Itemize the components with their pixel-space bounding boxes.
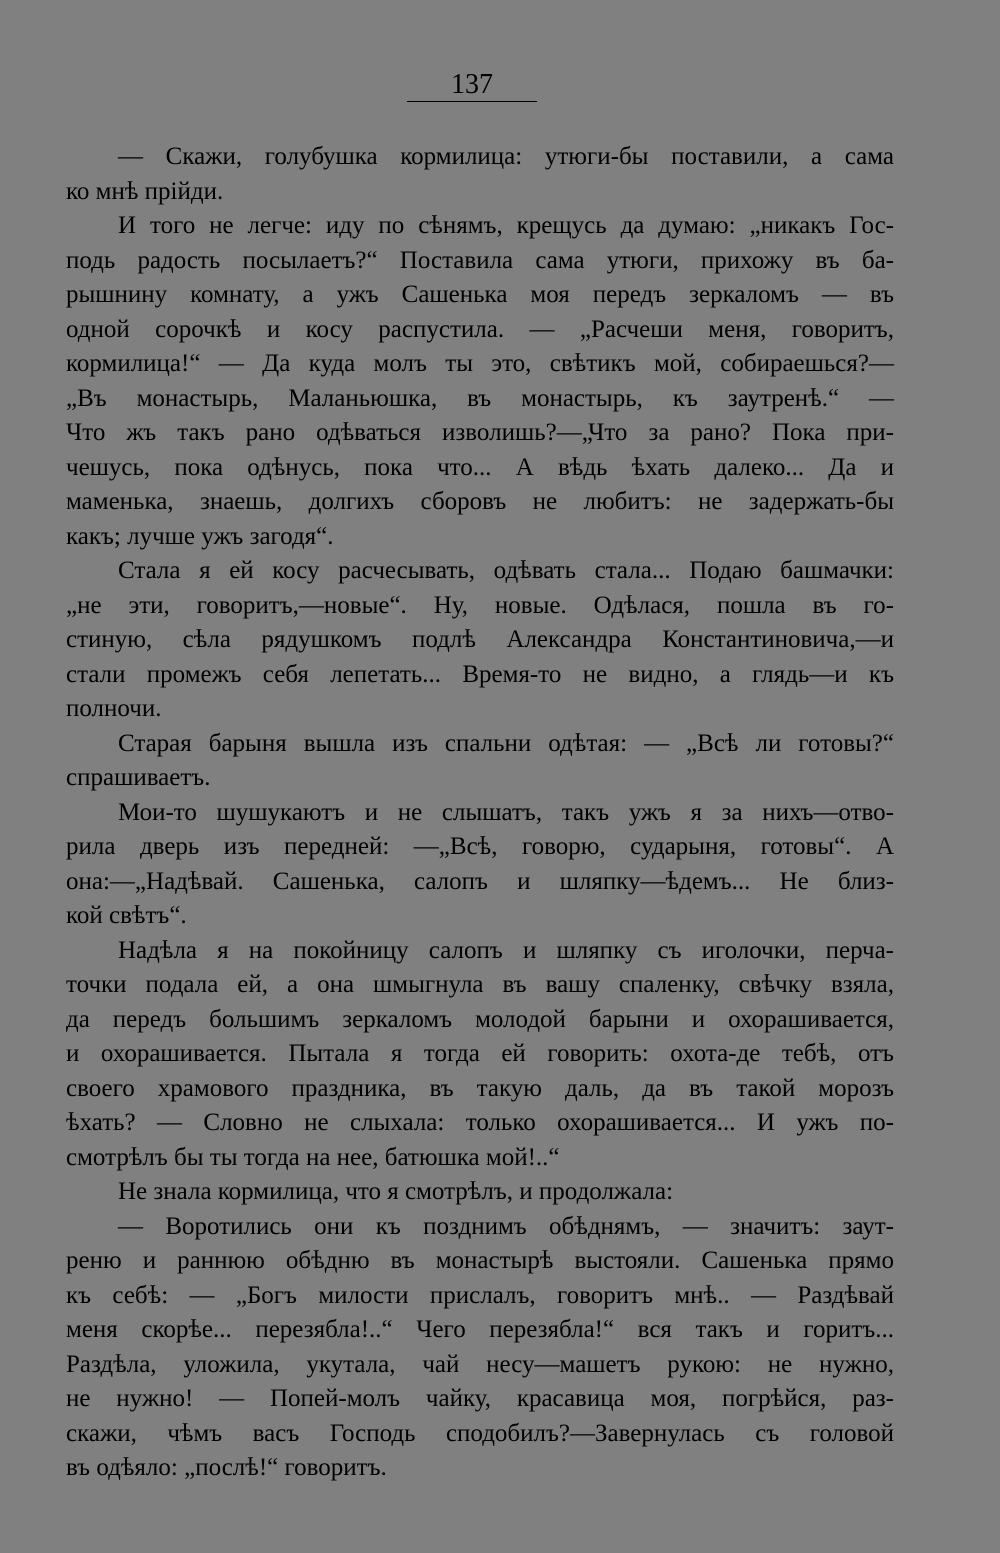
text-line: меня скорѣе... перезябла!..“ Чего перезябла!“ вся такъ и горитъ... xyxy=(66,1316,894,1343)
text-line: спрашиваетъ. xyxy=(66,764,211,791)
body-text xyxy=(66,140,894,1486)
text-line: — Скажи, голубушка кормилица: утюги-бы поставили, а сама xyxy=(118,143,894,170)
text-line: Старая барыня вышла изъ спальни одѣтая: — „Всѣ ли готовы?“ xyxy=(118,729,894,757)
text-line: Раздѣла, уложила, укутала, чай несу—машетъ рукою: не нужно, xyxy=(66,1350,894,1378)
text-line: къ себѣ: — „Богъ милости прислалъ, говоритъ мнѣ.. — Раздѣвай xyxy=(66,1281,894,1309)
text-line: Что жъ такъ рано одѣваться изволишь?—„Что за рано? Пока при- xyxy=(66,419,894,446)
page-number: 137 xyxy=(451,69,493,100)
text-line: точки подала ей, а она шмыгнула въ вашу спаленку, свѣчку взяла, xyxy=(66,971,894,998)
paragraph xyxy=(66,1210,894,1486)
text-line: какъ; лучше ужъ загодя“. xyxy=(66,522,334,550)
text-line: стали промежъ себя лепетать... Время-то не видно, а глядь—и къ xyxy=(66,660,894,688)
text-line: маменька, знаешь, долгихъ сборовъ не любитъ: не задержать-бы xyxy=(66,488,894,515)
paragraph xyxy=(66,209,894,554)
text-line: одной сорочкѣ и косу распустила. — „Расчеши меня, говоритъ, xyxy=(66,315,894,343)
text-line: ѣхать? — Словно не слыхала: только охорашивается... И ужъ по- xyxy=(66,1109,894,1136)
text-line: ко мнѣ прійди. xyxy=(66,177,224,205)
text-line: стиную, сѣла рядушкомъ подлѣ Александра Константиновича,—и xyxy=(66,626,894,653)
text-line: — Воротились они къ позднимъ обѣднямъ, — значитъ: заут- xyxy=(118,1212,894,1240)
page-number-rule xyxy=(407,101,537,102)
text-line: скажи, чѣмъ васъ Господь сподобилъ?—Завернулась съ головой xyxy=(66,1419,894,1447)
paragraph xyxy=(66,1175,894,1210)
paragraph xyxy=(66,554,894,727)
text-line: и охорашивается. Пытала я тогда ей говорить: охота-де тебѣ, отъ xyxy=(66,1040,894,1067)
text-line: кормилица!“ — Да куда молъ ты это, свѣтикъ мой, собираешься?— xyxy=(66,350,894,377)
text-line: не нужно! — Попей-молъ чайку, красавица моя, погрѣйся, раз- xyxy=(66,1385,894,1412)
text-line: она:—„Надѣвай. Сашенька, салопъ и шляпку—ѣдемъ... Не близ- xyxy=(66,867,894,895)
paragraph xyxy=(66,140,894,209)
text-line: да передъ большимъ зеркаломъ молодой барыни и охорашивается, xyxy=(66,1005,894,1033)
text-line: Не знала кормилица, что я смотрѣлъ, и продолжала: xyxy=(118,1178,674,1205)
text-line: рила дверь изъ передней: —„Всѣ, говорю, сударыня, готовы“. А xyxy=(66,833,894,860)
text-line: смотрѣлъ бы ты тогда на нее, батюшка мой!..“ xyxy=(66,1143,560,1171)
text-line: полночи. xyxy=(66,695,162,722)
text-line: Надѣла я на покойницу салопъ и шляпку съ иголочки, перча- xyxy=(118,936,894,964)
text-line: Мои-то шушукаютъ и не слышатъ, такъ ужъ я за нихъ—отво- xyxy=(118,798,894,826)
text-line: „не эти, говоритъ,—новые“. Ну, новые. Одѣлася, пошла въ го- xyxy=(66,591,894,619)
text-line: реню и раннюю обѣдню въ монастырѣ выстояли. Сашенька прямо xyxy=(66,1247,894,1274)
text-line: „Въ монастырь, Маланьюшка, въ монастырь, къ заутренѣ.“ — xyxy=(66,384,894,412)
text-line: своего храмового праздника, въ такую даль, да въ такой морозъ xyxy=(66,1074,894,1102)
text-line: подь радость посылаетъ?“ Поставила сама утюги, прихожу въ ба- xyxy=(66,246,894,274)
text-line: чешусь, пока одѣнусь, пока что... А вѣдь ѣхать далеко... Да и xyxy=(66,453,894,481)
paragraph xyxy=(66,934,894,1176)
text-line: рышнину комнату, а ужъ Сашенька моя передъ зеркаломъ — въ xyxy=(66,281,894,308)
paragraph xyxy=(66,796,894,934)
paragraph xyxy=(66,727,894,796)
text-line: И того не легче: иду по сѣнямъ, крещусь да думаю: „никакъ Гос- xyxy=(118,212,894,239)
text-line: Стала я ей косу расчесывать, одѣвать стала... Подаю башмачки: xyxy=(118,557,894,584)
text-line: кой свѣтъ“. xyxy=(66,902,187,929)
text-line: въ одѣяло: „послѣ!“ говоритъ. xyxy=(66,1454,387,1481)
